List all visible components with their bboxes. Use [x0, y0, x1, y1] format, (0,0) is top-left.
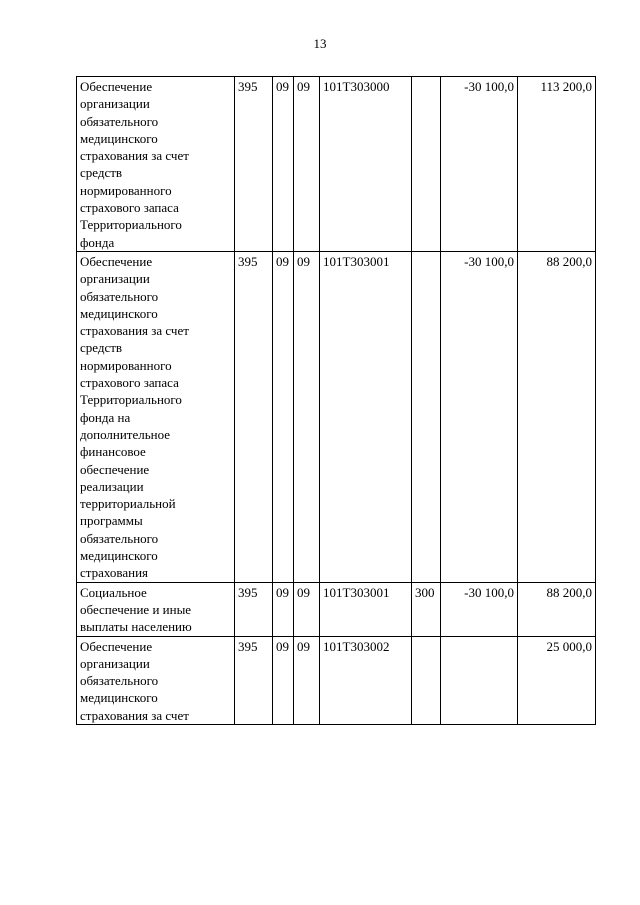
- name-line: средств: [80, 340, 123, 356]
- cell-target-article: 101Т303000: [320, 77, 412, 252]
- name-line: территориальной: [80, 496, 176, 512]
- cell-expense-type: [412, 77, 441, 252]
- name-line: выплаты населению: [80, 619, 192, 635]
- cell-target-article: 101Т303002: [320, 636, 412, 724]
- name-line: медицинского: [80, 690, 158, 706]
- name-line: организации: [80, 655, 150, 671]
- cell-change-amount: [441, 636, 518, 724]
- name-line: организации: [80, 271, 150, 287]
- cell-target-article: 101Т303001: [320, 582, 412, 636]
- cell-total-amount: 25 000,0: [518, 636, 596, 724]
- cell-change-amount: -30 100,0: [441, 77, 518, 252]
- name-line: страхования за счет: [80, 148, 189, 164]
- table-row: [77, 251, 596, 582]
- cell-name: [77, 636, 235, 724]
- name-line: страхового запаса: [80, 200, 179, 216]
- cell-target-article: 101Т303001: [320, 251, 412, 582]
- table-row: [77, 77, 596, 252]
- cell-admin-code: 395: [235, 636, 273, 724]
- cell-subsection: 09: [294, 77, 320, 252]
- cell-expense-type: 300: [412, 582, 441, 636]
- table-body: [77, 77, 596, 725]
- name-line: финансовое: [80, 444, 146, 460]
- cell-expense-type: [412, 636, 441, 724]
- cell-expense-type: [412, 251, 441, 582]
- name-line: страхового запаса: [80, 375, 179, 391]
- name-line: Обеспечение: [80, 638, 153, 654]
- cell-name: [77, 251, 235, 582]
- name-line: нормированного: [80, 357, 172, 373]
- name-line: страхования за счет: [80, 323, 189, 339]
- cell-name: [77, 582, 235, 636]
- name-line: обязательного: [80, 673, 159, 689]
- table-row: [77, 636, 596, 724]
- cell-admin-code: 395: [235, 77, 273, 252]
- name-line: обязательного: [80, 530, 159, 546]
- name-line: реализации: [80, 478, 144, 494]
- name-line: обеспечение и иные: [80, 601, 192, 617]
- name-line: фонда на: [80, 409, 131, 425]
- cell-name: [77, 77, 235, 252]
- cell-total-amount: 88 200,0: [518, 582, 596, 636]
- name-line: организации: [80, 96, 150, 112]
- cell-subsection: 09: [294, 251, 320, 582]
- name-line: страхования за счет: [80, 707, 189, 723]
- name-line: фонда: [80, 234, 115, 250]
- cell-total-amount: 88 200,0: [518, 251, 596, 582]
- cell-subsection: 09: [294, 636, 320, 724]
- cell-subsection: 09: [294, 582, 320, 636]
- cell-total-amount: 113 200,0: [518, 77, 596, 252]
- name-line: Обеспечение: [80, 79, 153, 94]
- name-line: обеспечение: [80, 461, 150, 477]
- cell-admin-code: 395: [235, 251, 273, 582]
- name-line: страхования: [80, 565, 149, 581]
- name-line: медицинского: [80, 305, 158, 321]
- name-line: Обеспечение: [80, 253, 153, 269]
- name-line: программы: [80, 513, 143, 529]
- cell-admin-code: 395: [235, 582, 273, 636]
- name-line: обязательного: [80, 113, 159, 129]
- name-line: медицинского: [80, 548, 158, 564]
- cell-section: 09: [273, 251, 294, 582]
- name-line: Территориального: [80, 392, 182, 408]
- cell-section: 09: [273, 77, 294, 252]
- page-number: 13: [313, 36, 327, 51]
- name-line: нормированного: [80, 182, 172, 198]
- budget-table: [76, 76, 596, 725]
- name-line: медицинского: [80, 130, 158, 146]
- name-line: средств: [80, 165, 123, 181]
- cell-change-amount: -30 100,0: [441, 251, 518, 582]
- cell-section: 09: [273, 636, 294, 724]
- name-line: Социальное: [80, 584, 147, 600]
- name-line: дополнительное: [80, 426, 171, 442]
- table-row: [77, 582, 596, 636]
- name-line: обязательного: [80, 288, 159, 304]
- cell-change-amount: -30 100,0: [441, 582, 518, 636]
- cell-section: 09: [273, 582, 294, 636]
- name-line: Территориального: [80, 217, 182, 233]
